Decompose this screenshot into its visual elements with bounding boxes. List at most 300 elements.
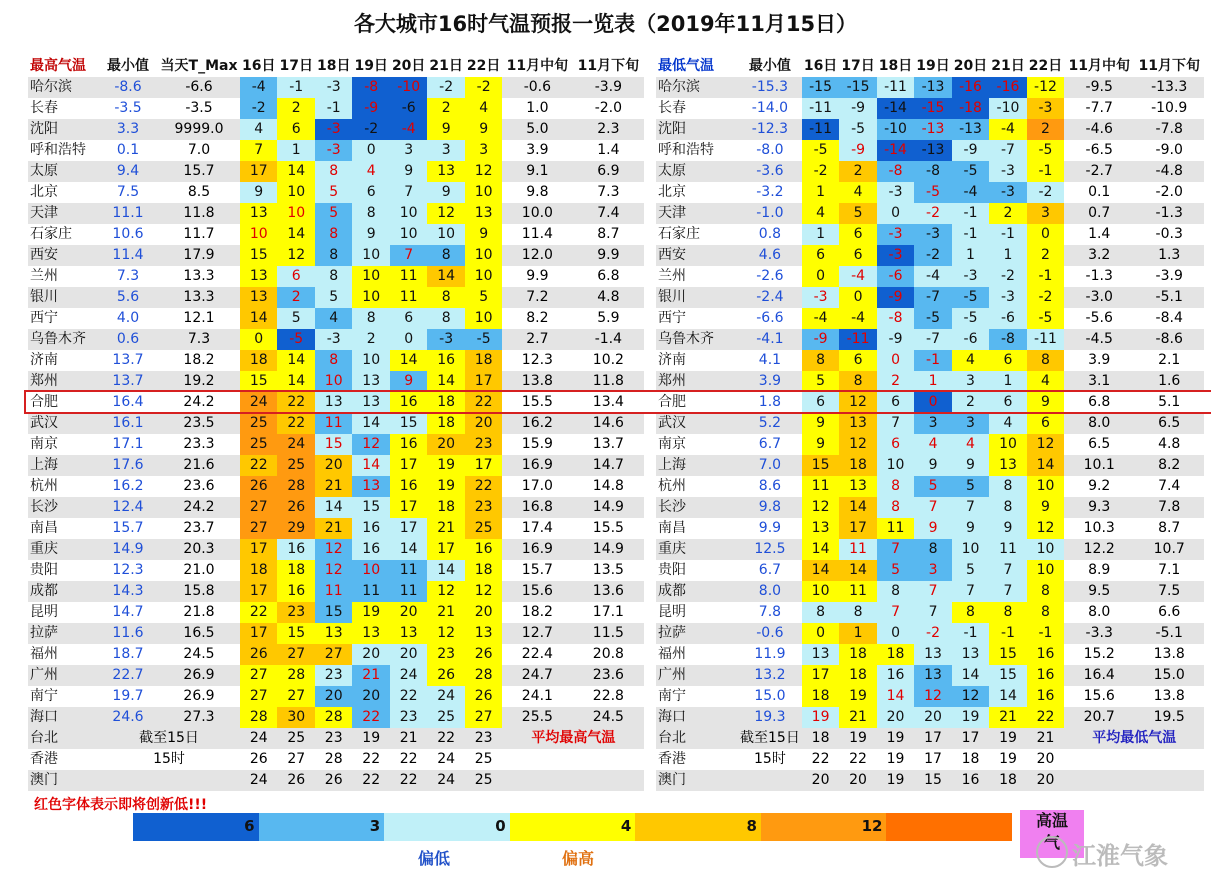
forecast-cell: 22 xyxy=(277,392,314,413)
extra-note: 15时 xyxy=(738,749,802,770)
late-month-value: 7.4 xyxy=(1134,476,1204,497)
forecast-cell: 15 xyxy=(240,245,277,266)
table-row xyxy=(656,455,1204,476)
forecast-cell: -4 xyxy=(390,119,427,140)
forecast-cell: -18 xyxy=(952,98,989,119)
mid-month-value: -0.6 xyxy=(502,77,572,98)
forecast-cell: 23 xyxy=(315,728,352,749)
mid-month-value: 3.1 xyxy=(1064,371,1134,392)
forecast-cell: 20 xyxy=(914,707,951,728)
city-name: 西安 xyxy=(28,245,98,266)
today-max-value: 13.3 xyxy=(158,266,240,287)
table-row xyxy=(28,245,644,266)
today-max-value: 15.7 xyxy=(158,161,240,182)
city-name: 长春 xyxy=(656,98,738,119)
city-name: 澳门 xyxy=(656,770,738,791)
forecast-cell: 6 xyxy=(877,434,914,455)
table-row xyxy=(656,350,1204,371)
today-max-value: 7.3 xyxy=(158,329,240,350)
forecast-cell: -3 xyxy=(877,245,914,266)
late-month-value: -9.0 xyxy=(1134,140,1204,161)
table-row xyxy=(656,518,1204,539)
forecast-cell: 20 xyxy=(839,770,876,791)
forecast-cell: 14 xyxy=(839,560,876,581)
min-value: 10.6 xyxy=(98,224,158,245)
forecast-cell: -3 xyxy=(315,77,352,98)
today-max-value: 21.8 xyxy=(158,602,240,623)
city-name: 太原 xyxy=(656,161,738,182)
forecast-cell: 14 xyxy=(390,539,427,560)
forecast-cell: -3 xyxy=(989,287,1026,308)
city-name: 石家庄 xyxy=(656,224,738,245)
forecast-cell: -9 xyxy=(839,140,876,161)
forecast-cell: -14 xyxy=(877,140,914,161)
forecast-cell: 10 xyxy=(989,434,1026,455)
forecast-cell: 26 xyxy=(277,770,314,791)
table-row xyxy=(28,392,644,413)
forecast-cell: 6 xyxy=(839,245,876,266)
mid-month-value: -6.5 xyxy=(1064,140,1134,161)
forecast-cell: 20 xyxy=(1027,749,1064,770)
forecast-cell: 24 xyxy=(240,728,277,749)
column-header: 17日 xyxy=(839,56,876,77)
mid-month-value: 9.8 xyxy=(502,182,572,203)
column-header: 20日 xyxy=(390,56,427,77)
today-max-value: 23.5 xyxy=(158,413,240,434)
forecast-cell: 22 xyxy=(839,749,876,770)
table-row xyxy=(28,329,644,350)
mid-month-value: 9.2 xyxy=(1064,476,1134,497)
today-max-value: 11.7 xyxy=(158,224,240,245)
forecast-cell: 10 xyxy=(352,266,389,287)
forecast-cell: -2 xyxy=(914,203,951,224)
forecast-cell: 9 xyxy=(390,161,427,182)
forecast-cell: 16 xyxy=(877,665,914,686)
table-row xyxy=(656,560,1204,581)
forecast-cell: -2 xyxy=(802,161,839,182)
table-row xyxy=(28,686,644,707)
mid-month-value: 12.3 xyxy=(502,350,572,371)
table-row xyxy=(28,707,644,728)
forecast-cell: 2 xyxy=(839,161,876,182)
forecast-cell: 9 xyxy=(240,182,277,203)
mid-month-value: 12.2 xyxy=(1064,539,1134,560)
forecast-cell: 7 xyxy=(390,182,427,203)
forecast-cell: -8 xyxy=(914,161,951,182)
forecast-cell: 15 xyxy=(802,455,839,476)
forecast-cell: 6 xyxy=(839,350,876,371)
late-month-value: 1.3 xyxy=(1134,245,1204,266)
table-row xyxy=(28,350,644,371)
forecast-cell: 27 xyxy=(240,665,277,686)
mid-month-value: -4.6 xyxy=(1064,119,1134,140)
min-value: -12.3 xyxy=(738,119,802,140)
today-max-value: 26.9 xyxy=(158,686,240,707)
forecast-cell: -3 xyxy=(989,161,1026,182)
forecast-cell: 15 xyxy=(914,770,951,791)
forecast-cell: 27 xyxy=(240,686,277,707)
table-row xyxy=(28,224,644,245)
late-month-value: 7.5 xyxy=(1134,581,1204,602)
table-row xyxy=(656,476,1204,497)
forecast-cell: 10 xyxy=(352,245,389,266)
forecast-cell: 24 xyxy=(240,770,277,791)
forecast-cell: -8 xyxy=(989,329,1026,350)
forecast-cell: 16 xyxy=(465,539,502,560)
forecast-cell: 6 xyxy=(839,224,876,245)
watermark: 江淮气象 xyxy=(1072,842,1168,870)
forecast-cell: 11 xyxy=(839,539,876,560)
city-name: 西安 xyxy=(656,245,738,266)
forecast-cell: 7 xyxy=(989,581,1026,602)
forecast-cell: 0 xyxy=(352,140,389,161)
forecast-cell: 22 xyxy=(352,770,389,791)
forecast-cell: 27 xyxy=(277,749,314,770)
forecast-cell: 8 xyxy=(989,476,1026,497)
forecast-cell: -3 xyxy=(802,287,839,308)
forecast-cell: 15 xyxy=(989,665,1026,686)
forecast-cell: 28 xyxy=(315,749,352,770)
forecast-cell: -2 xyxy=(427,77,464,98)
forecast-cell: -1 xyxy=(952,224,989,245)
forecast-cell: 15 xyxy=(277,623,314,644)
forecast-cell: 20 xyxy=(427,434,464,455)
forecast-cell: 12 xyxy=(427,203,464,224)
city-name: 济南 xyxy=(656,350,738,371)
min-value: 9.8 xyxy=(738,497,802,518)
mid-month-value: 8.0 xyxy=(1064,602,1134,623)
forecast-cell: 20 xyxy=(352,644,389,665)
legend-bin-label: 4 xyxy=(620,817,632,835)
min-value: 22.7 xyxy=(98,665,158,686)
forecast-cell: 7 xyxy=(989,560,1026,581)
late-month-value: 20.8 xyxy=(572,644,644,665)
forecast-cell: 20 xyxy=(390,644,427,665)
forecast-cell: 11 xyxy=(315,581,352,602)
mid-month-value: 6.5 xyxy=(1064,434,1134,455)
forecast-cell: 22 xyxy=(465,392,502,413)
forecast-cell: 12 xyxy=(427,623,464,644)
forecast-cell: 13 xyxy=(315,392,352,413)
table-row xyxy=(28,119,644,140)
forecast-cell: -16 xyxy=(989,77,1026,98)
city-name: 郑州 xyxy=(28,371,98,392)
city-name: 合肥 xyxy=(656,392,738,413)
forecast-cell: -5 xyxy=(952,161,989,182)
today-max-value: 24.5 xyxy=(158,644,240,665)
forecast-cell: 24 xyxy=(390,665,427,686)
city-name: 香港 xyxy=(28,749,98,770)
forecast-cell: 3 xyxy=(427,140,464,161)
forecast-cell: 27 xyxy=(240,518,277,539)
min-value: -2.6 xyxy=(738,266,802,287)
forecast-cell: 7 xyxy=(914,497,951,518)
late-month-value: 19.5 xyxy=(1134,707,1204,728)
today-max-value: 18.2 xyxy=(158,350,240,371)
legend-bin xyxy=(510,813,636,841)
table-row xyxy=(656,329,1204,350)
forecast-cell: 17 xyxy=(802,665,839,686)
forecast-cell: -6 xyxy=(390,98,427,119)
city-name: 成都 xyxy=(28,581,98,602)
forecast-cell: 4 xyxy=(989,413,1026,434)
forecast-cell: 13 xyxy=(839,476,876,497)
city-name: 重庆 xyxy=(28,539,98,560)
forecast-cell: 22 xyxy=(352,749,389,770)
forecast-cell: -11 xyxy=(802,119,839,140)
forecast-cell: 13 xyxy=(315,623,352,644)
forecast-cell: 9 xyxy=(352,224,389,245)
table-row xyxy=(656,266,1204,287)
column-header: 20日 xyxy=(952,56,989,77)
forecast-cell: 16 xyxy=(390,434,427,455)
city-name: 澳门 xyxy=(28,770,98,791)
forecast-cell: -11 xyxy=(877,77,914,98)
city-name: 上海 xyxy=(656,455,738,476)
forecast-cell: 10 xyxy=(1027,476,1064,497)
city-name: 海口 xyxy=(656,707,738,728)
forecast-cell: 14 xyxy=(802,560,839,581)
forecast-cell: 2 xyxy=(277,287,314,308)
forecast-cell: 26 xyxy=(240,644,277,665)
forecast-cell: -5 xyxy=(1027,140,1064,161)
extra-row xyxy=(28,770,644,791)
forecast-cell: 5 xyxy=(315,182,352,203)
forecast-cell: 5 xyxy=(839,203,876,224)
late-month-value: 9.9 xyxy=(572,245,644,266)
late-month-value: 5.1 xyxy=(1134,392,1204,413)
table-row xyxy=(656,77,1204,98)
forecast-cell: 1 xyxy=(952,245,989,266)
forecast-cell: -10 xyxy=(989,98,1026,119)
min-value: -3.2 xyxy=(738,182,802,203)
forecast-cell: -5 xyxy=(465,329,502,350)
mid-month-value: 8.0 xyxy=(1064,413,1134,434)
avg-label xyxy=(502,749,644,770)
mid-month-value: 9.1 xyxy=(502,161,572,182)
table-row xyxy=(656,392,1204,413)
forecast-cell: 5 xyxy=(952,560,989,581)
mid-month-value: 24.7 xyxy=(502,665,572,686)
late-month-value: 14.8 xyxy=(572,476,644,497)
mid-month-value: -3.0 xyxy=(1064,287,1134,308)
forecast-cell: 27 xyxy=(240,497,277,518)
forecast-cell: 11 xyxy=(390,266,427,287)
mid-month-value: 16.8 xyxy=(502,497,572,518)
forecast-cell: 10 xyxy=(877,455,914,476)
red-font-note: 红色字体表示即将创新低!!! xyxy=(34,797,208,813)
forecast-cell: -13 xyxy=(914,140,951,161)
late-month-value: 13.5 xyxy=(572,560,644,581)
table-row xyxy=(28,77,644,98)
late-month-value: 2.3 xyxy=(572,119,644,140)
late-month-value: -4.8 xyxy=(1134,161,1204,182)
forecast-cell: 13 xyxy=(240,287,277,308)
city-name: 呼和浩特 xyxy=(28,140,98,161)
city-name: 成都 xyxy=(656,581,738,602)
min-value: 8.0 xyxy=(738,581,802,602)
forecast-cell: 10 xyxy=(465,308,502,329)
min-value: -14.0 xyxy=(738,98,802,119)
forecast-cell: 0 xyxy=(877,350,914,371)
late-month-value: 8.7 xyxy=(572,224,644,245)
min-value: 5.6 xyxy=(98,287,158,308)
forecast-cell: 14 xyxy=(427,560,464,581)
min-value: 7.8 xyxy=(738,602,802,623)
today-max-value: 9999.0 xyxy=(158,119,240,140)
forecast-cell: 10 xyxy=(352,350,389,371)
city-name: 沈阳 xyxy=(656,119,738,140)
forecast-cell: 3 xyxy=(914,413,951,434)
mid-month-value: 24.1 xyxy=(502,686,572,707)
city-name: 香港 xyxy=(656,749,738,770)
forecast-cell: 9 xyxy=(914,455,951,476)
late-month-value: 13.8 xyxy=(1134,644,1204,665)
city-name: 昆明 xyxy=(656,602,738,623)
forecast-cell: 8 xyxy=(877,476,914,497)
forecast-cell: 11 xyxy=(352,581,389,602)
extra-row xyxy=(28,749,644,770)
forecast-cell: 15 xyxy=(240,371,277,392)
forecast-cell: -1 xyxy=(1027,266,1064,287)
min-value: 17.1 xyxy=(98,434,158,455)
legend-bin xyxy=(133,813,259,841)
city-name: 西宁 xyxy=(28,308,98,329)
city-name: 上海 xyxy=(28,455,98,476)
forecast-cell: 3 xyxy=(465,140,502,161)
forecast-cell: 19 xyxy=(989,749,1026,770)
forecast-cell: 14 xyxy=(877,686,914,707)
min-value: 7.5 xyxy=(98,182,158,203)
forecast-cell: 15 xyxy=(989,644,1026,665)
forecast-cell: 22 xyxy=(390,749,427,770)
table-row xyxy=(656,581,1204,602)
forecast-cell: -2 xyxy=(352,119,389,140)
min-value: 11.1 xyxy=(98,203,158,224)
table-row xyxy=(28,161,644,182)
min-value: -3.6 xyxy=(738,161,802,182)
forecast-cell: 23 xyxy=(277,602,314,623)
forecast-cell: 2 xyxy=(1027,119,1064,140)
forecast-cell: 14 xyxy=(427,371,464,392)
forecast-cell: 18 xyxy=(802,728,839,749)
city-name: 呼和浩特 xyxy=(656,140,738,161)
min-value: 18.7 xyxy=(98,644,158,665)
forecast-cell: 9 xyxy=(427,119,464,140)
min-value: 7.3 xyxy=(98,266,158,287)
forecast-cell: -11 xyxy=(839,329,876,350)
mid-month-value: 16.9 xyxy=(502,539,572,560)
min-value: 13.7 xyxy=(98,371,158,392)
table-row xyxy=(656,224,1204,245)
today-max-value: 11.8 xyxy=(158,203,240,224)
forecast-cell: 11 xyxy=(390,581,427,602)
forecast-cell: -5 xyxy=(277,329,314,350)
forecast-cell: 15 xyxy=(315,602,352,623)
forecast-cell: 17 xyxy=(465,455,502,476)
mid-month-value: 0.7 xyxy=(1064,203,1134,224)
extra-row xyxy=(656,728,1204,749)
forecast-cell: 10 xyxy=(315,371,352,392)
forecast-cell: 20 xyxy=(315,686,352,707)
late-month-value: -7.8 xyxy=(1134,119,1204,140)
forecast-cell: 16 xyxy=(277,539,314,560)
min-value: 8.6 xyxy=(738,476,802,497)
extra-note xyxy=(98,770,240,791)
forecast-cell: 10 xyxy=(277,203,314,224)
forecast-cell: 16 xyxy=(952,770,989,791)
column-header: 21日 xyxy=(427,56,464,77)
forecast-cell: 7 xyxy=(877,539,914,560)
forecast-cell: 8 xyxy=(315,161,352,182)
forecast-cell: -3 xyxy=(914,224,951,245)
forecast-cell: 11 xyxy=(390,560,427,581)
forecast-cell: 10 xyxy=(390,224,427,245)
table-row xyxy=(656,413,1204,434)
forecast-cell: 0 xyxy=(839,287,876,308)
city-name: 哈尔滨 xyxy=(656,77,738,98)
forecast-cell: 12 xyxy=(839,392,876,413)
mid-month-value: 15.6 xyxy=(502,581,572,602)
table-row xyxy=(28,455,644,476)
extra-note: 15时 xyxy=(98,749,240,770)
mid-month-value: 12.0 xyxy=(502,245,572,266)
forecast-cell: 3 xyxy=(952,371,989,392)
forecast-cell: 12 xyxy=(465,161,502,182)
forecast-cell: 18 xyxy=(802,686,839,707)
forecast-cell: 18 xyxy=(839,665,876,686)
forecast-cell: 14 xyxy=(315,497,352,518)
forecast-cell: 8 xyxy=(352,203,389,224)
forecast-cell: 10 xyxy=(465,266,502,287)
forecast-cell: -12 xyxy=(1027,77,1064,98)
mid-month-value: 12.7 xyxy=(502,623,572,644)
city-name: 石家庄 xyxy=(28,224,98,245)
city-name: 台北 xyxy=(656,728,738,749)
city-name: 福州 xyxy=(656,644,738,665)
forecast-cell: 16 xyxy=(427,350,464,371)
table-row xyxy=(28,539,644,560)
mid-month-value: 1.4 xyxy=(1064,224,1134,245)
min-value: 12.5 xyxy=(738,539,802,560)
legend-bin-label: 8 xyxy=(746,817,757,835)
forecast-cell: 4 xyxy=(352,161,389,182)
forecast-cell: 8 xyxy=(989,497,1026,518)
forecast-cell: 18 xyxy=(839,644,876,665)
forecast-cell: 20 xyxy=(390,602,427,623)
late-month-value: 11.5 xyxy=(572,623,644,644)
forecast-cell: 5 xyxy=(914,476,951,497)
extra-row xyxy=(28,728,644,749)
table-row xyxy=(656,497,1204,518)
table-row xyxy=(656,707,1204,728)
late-month-value: -0.3 xyxy=(1134,224,1204,245)
forecast-cell: 21 xyxy=(352,665,389,686)
forecast-cell: 19 xyxy=(877,728,914,749)
forecast-cell: -5 xyxy=(914,308,951,329)
forecast-cell: -1 xyxy=(1027,623,1064,644)
city-name: 南京 xyxy=(28,434,98,455)
column-header: 22日 xyxy=(465,56,502,77)
table-row xyxy=(28,434,644,455)
late-month-value: 10.7 xyxy=(1134,539,1204,560)
forecast-cell: -5 xyxy=(839,119,876,140)
forecast-cell: 21 xyxy=(989,707,1026,728)
forecast-cell: -6 xyxy=(952,329,989,350)
forecast-cell: -1 xyxy=(1027,161,1064,182)
late-month-value: 14.6 xyxy=(572,413,644,434)
table-row xyxy=(656,623,1204,644)
